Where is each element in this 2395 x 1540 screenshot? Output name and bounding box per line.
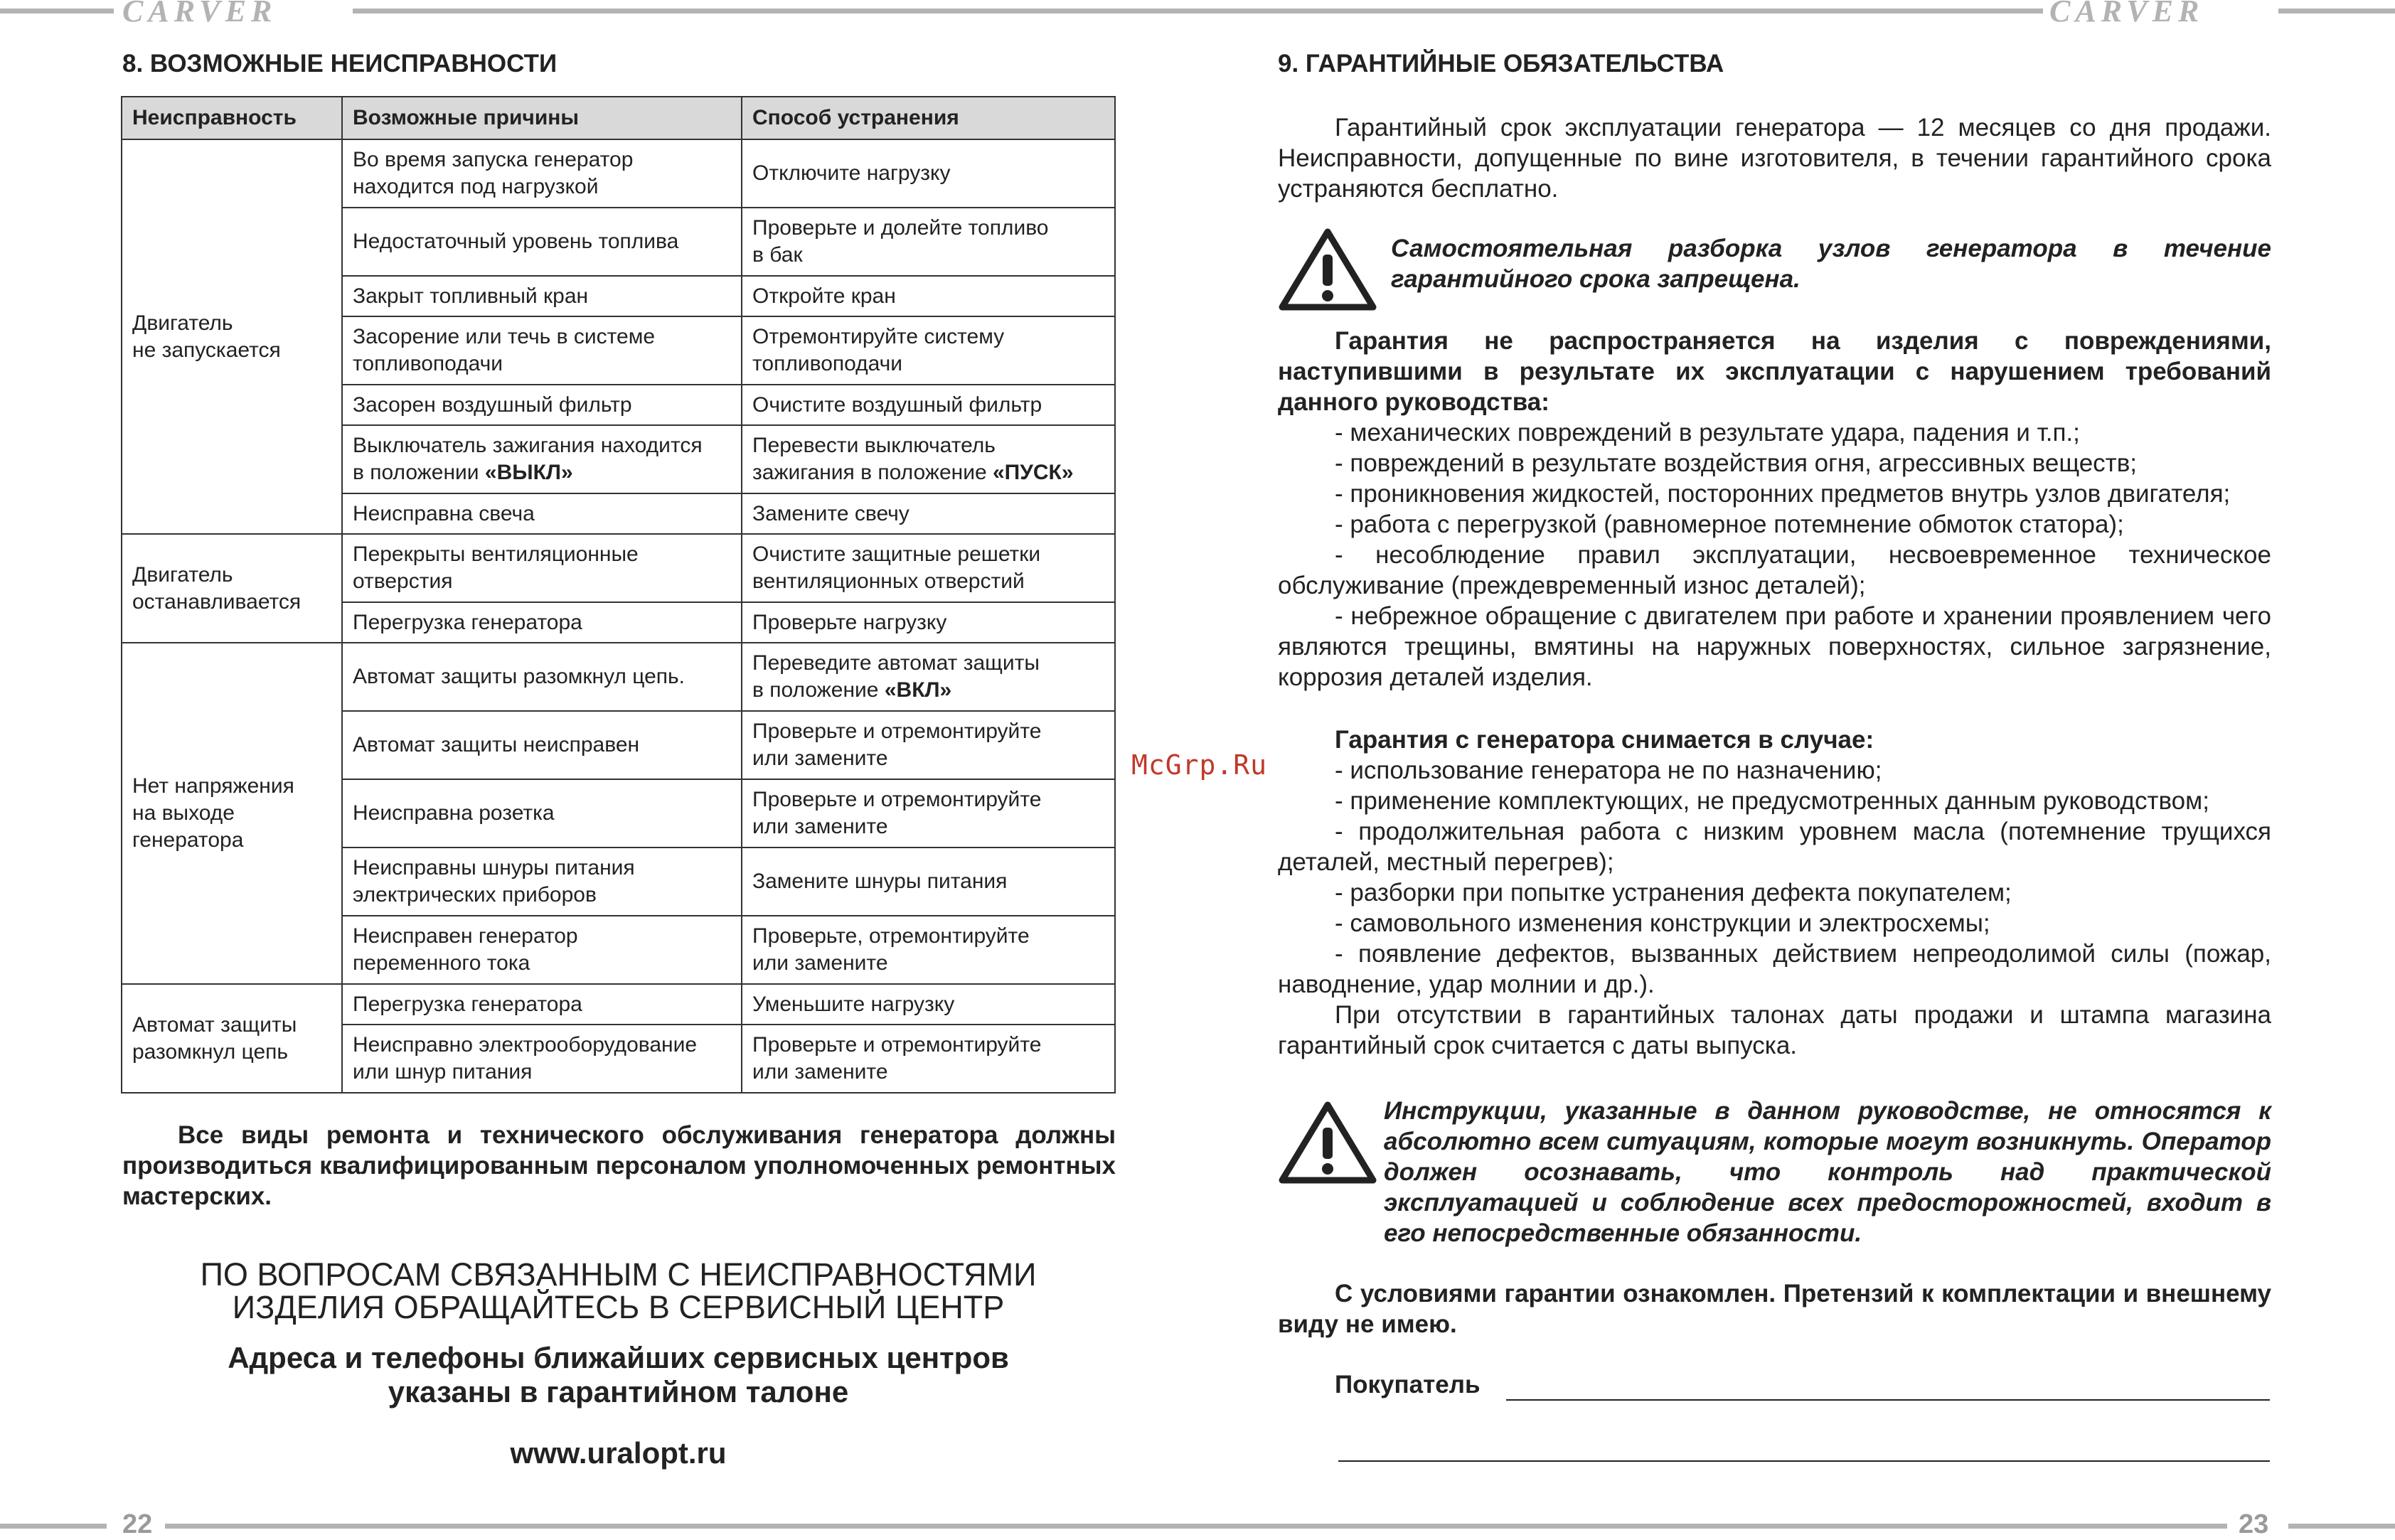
footer-rule-right (2288, 1524, 2395, 1529)
remedy-cell: Замените свечу (742, 493, 1115, 534)
column-header-remedy: Способ устранения (742, 97, 1115, 139)
cause-cell: Засорение или течь в системе топливоподачи (342, 316, 742, 385)
cause-cell: Засорен воздушный фильтр (342, 385, 742, 425)
buyer-signature-line-2[interactable] (1338, 1460, 2270, 1462)
remedy-cell: Проверьте и отремонтируйте или замените (742, 1025, 1115, 1093)
cause-cell: Выключатель зажигания находится в положении «ВЫКЛ» (342, 425, 742, 493)
remedy-cell: Проверьте нагрузку (742, 602, 1115, 643)
table-row (122, 984, 1115, 1025)
warning-triangle-icon (1278, 1101, 1377, 1185)
warning-triangle-icon (1278, 228, 1377, 311)
exclusions-list (1278, 417, 2271, 693)
cause-cell: Перегрузка генератора (342, 602, 742, 643)
removal-title: Гарантия с генератора снимается в случае: (1335, 726, 1874, 754)
fault-breaker-tripped: Автомат защиты разомкнул цепь (122, 984, 342, 1093)
cause-cell: Во время запуска генератор находится под нагрузкой (342, 139, 742, 208)
list-item: - повреждений в результате воздействия огня, агрессивных веществ; (1335, 449, 2138, 477)
header-rule-right (2278, 9, 2395, 14)
cause-cell: Неисправно электрооборудование или шнур питания (342, 1025, 742, 1093)
troubleshooting-table (121, 96, 1116, 1093)
watermark: McGrp.Ru (1131, 749, 1268, 781)
cause-cell: Неисправна розетка (342, 779, 742, 847)
remedy-cell: Уменьшите нагрузку (742, 984, 1115, 1025)
website-link[interactable]: www.uralopt.ru (510, 1436, 727, 1470)
cause-cell: Неисправны шнуры питания электрических приборов (342, 847, 742, 916)
list-item: - работа с перегрузкой (равномерное потемнение обмоток статора); (1335, 510, 2124, 538)
buyer-label: Покупатель (1335, 1371, 1481, 1399)
footer-rule-left (0, 1524, 107, 1529)
page-number-right: 23 (2239, 1509, 2269, 1539)
list-item: - использование генератора не по назначению; (1335, 756, 1882, 784)
cause-cell: Неисправна свеча (342, 493, 742, 534)
warranty-intro: Гарантийный срок эксплуатации генератора — 12 месяцев со дня продажи. Неисправности, допущенные по вине изготовителя, в течении гарантийного срока устраняются бесплатно. (1278, 114, 2271, 203)
table-row (122, 139, 1115, 208)
service-address-note: Адреса и телефоны ближайших сервисных центров указаны в гарантийном талоне (228, 1341, 1009, 1408)
header-rule-left (0, 9, 114, 14)
list-item: - механических повреждений в результате удара, падения и т.п.; (1335, 419, 2080, 447)
cause-cell: Перекрыты вентиляционные отверстия (342, 534, 742, 602)
footer-rule-center (165, 1524, 2227, 1529)
brand-logo-left: CARVER (122, 0, 277, 28)
table-header-row (122, 97, 1115, 139)
column-header-fault: Неисправность (122, 97, 342, 139)
page-number-left: 22 (122, 1509, 153, 1539)
exclusions-title: Гарантия не распространяется на изделия с повреждениями, наступившими в результате их эксплуатации с нарушением требований данного руководства: (1278, 327, 2271, 416)
list-item: При отсутствии в гарантийных талонах даты продажи и штампа магазина гарантийный срок считается с даты выпуска. (1278, 1001, 2271, 1059)
remedy-cell: Откройте кран (742, 276, 1115, 316)
remedy-cell: Перевести выключатель зажигания в положение «ПУСК» (742, 425, 1115, 493)
table-row (122, 643, 1115, 711)
cause-cell: Автомат защиты неисправен (342, 711, 742, 779)
list-item: - применение комплектующих, не предусмотренных данным руководством; (1335, 787, 2209, 815)
list-item: - разборки при попытке устранения дефекта покупателем; (1335, 879, 2012, 907)
fault-engine-not-starting: Двигатель не запускается (122, 139, 342, 534)
remedy-cell: Замените шнуры питания (742, 847, 1115, 916)
brand-logo-right: CARVER (2049, 0, 2204, 28)
remedy-cell: Очистите воздушный фильтр (742, 385, 1115, 425)
list-item: - самовольного изменения конструкции и электросхемы; (1335, 909, 1990, 937)
column-header-causes: Возможные причины (342, 97, 742, 139)
section-title-warranty: 9. ГАРАНТИЙНЫЕ ОБЯЗАТЕЛЬСТВА (1278, 50, 1724, 77)
remedy-cell: Очистите защитные решетки вентиляционных отверстий (742, 534, 1115, 602)
list-item: - несоблюдение правил эксплуатации, несвоевременное техническое обслуживание (преждевременный износ деталей); (1278, 541, 2271, 599)
remedy-cell: Отремонтируйте систему топливоподачи (742, 316, 1115, 385)
remedy-cell: Отключите нагрузку (742, 139, 1115, 208)
acknowledgement: С условиями гарантии ознакомлен. Претензий к комплектации и внешнему виду не имею. (1278, 1280, 2271, 1338)
table-row (122, 534, 1115, 602)
service-notice: ПО ВОПРОСАМ СВЯЗАННЫМ С НЕИСПРАВНОСТЯМИ ИЗДЕЛИЯ ОБРАЩАЙТЕСЬ В СЕРВИСНЫЙ ЦЕНТР (200, 1256, 1037, 1325)
remedy-cell: Переведите автомат защиты в положение «ВКЛ» (742, 643, 1115, 711)
list-item: - появление дефектов, вызванных действием непреодолимой силы (пожар, наводнение, удар молнии и др.). (1278, 940, 2271, 998)
removal-list (1278, 755, 2271, 1061)
list-item: - небрежное обращение с двигателем при работе и хранении проявлением чего являются трещины, вмятины на наружных поверхностях, сильное загрязнение, коррозия деталей изделия. (1278, 602, 2271, 691)
cause-cell: Недостаточный уровень топлива (342, 208, 742, 276)
remedy-cell: Проверьте и отремонтируйте или замените (742, 779, 1115, 847)
remedy-cell: Проверьте и отремонтируйте или замените (742, 711, 1115, 779)
list-item: - проникновения жидкостей, посторонних предметов внутрь узлов двигателя; (1335, 480, 2231, 508)
header-rule-center (353, 9, 2043, 14)
cause-cell: Перегрузка генератора (342, 984, 742, 1025)
fault-engine-stops: Двигатель останавливается (122, 534, 342, 643)
list-item: - продолжительная работа с низким уровнем масла (потемнение трущихся деталей, местный перегрев); (1278, 818, 2271, 876)
fault-no-output-voltage: Нет напряжения на выходе генератора (122, 643, 342, 984)
remedy-cell: Проверьте и долейте топливо в бак (742, 208, 1115, 276)
warning-instructions: Инструкции, указанные в данном руководстве, не относятся к абсолютно всем ситуациям, которые могут возникнуть. Оператор должен осознавать, что контроль над практической эксплуатацией и соблюдение всех предосторожностей, входит в его непосредственные обязанности. (1384, 1097, 2271, 1247)
cause-cell: Неисправен генератор переменного тока (342, 916, 742, 984)
remedy-cell: Проверьте, отремонтируйте или замените (742, 916, 1115, 984)
section-title-malfunctions: 8. ВОЗМОЖНЫЕ НЕИСПРАВНОСТИ (122, 50, 558, 77)
warning-disassembly: Самостоятельная разборка узлов генератора в течение гарантийного срока запрещена. (1391, 235, 2271, 293)
cause-cell: Автомат защиты разомкнул цепь. (342, 643, 742, 711)
buyer-signature-line[interactable] (1506, 1399, 2270, 1401)
repair-note: Все виды ремонта и технического обслуживания генератора должны производиться квалифицированным персоналом уполномоченных ремонтных мастерских. (122, 1121, 1116, 1210)
cause-cell: Закрыт топливный кран (342, 276, 742, 316)
